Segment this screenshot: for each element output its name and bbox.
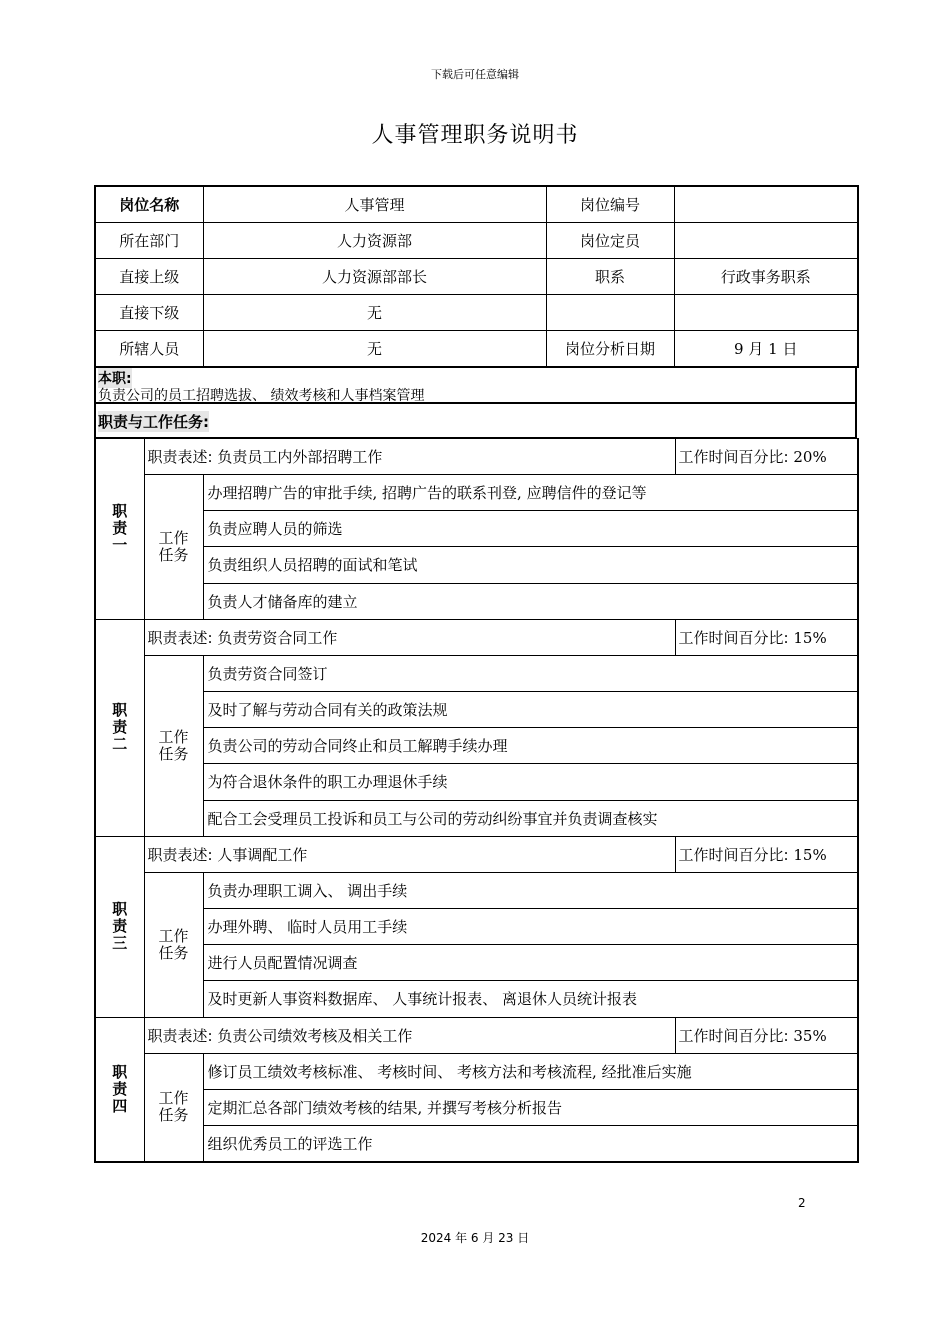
task-label — [144, 1053, 203, 1162]
duty-description — [144, 1017, 675, 1053]
task-item: 负责组织人员招聘的面试和笔试 — [203, 547, 858, 583]
task-item: 办理外聘、 临时人员用工手续 — [203, 908, 858, 944]
duty-time-percent — [675, 439, 858, 475]
task-item: 办理招聘广告的审批手续, 招聘广告的联系刊登, 应聘信件的登记等 — [203, 475, 858, 511]
task-label — [144, 872, 203, 1017]
task-item: 进行人员配置情况调查 — [203, 945, 858, 981]
duty-label — [95, 1017, 144, 1162]
subordinate-label: 直接下级 — [95, 295, 203, 331]
empty-cell — [546, 295, 674, 331]
percent-prefix: 工作时间百分比: — [678, 1026, 789, 1045]
description-text: 负责劳资合同工作 — [217, 628, 338, 647]
department-value: 人力资源部 — [203, 223, 546, 259]
analysis-date-value: 9 月 1 日 — [674, 331, 858, 368]
task-label-text: 工作任务 — [158, 727, 189, 763]
position-name-label: 岗位名称 — [95, 186, 203, 223]
duties-header-label: 职责与工作任务: — [98, 413, 209, 431]
job-family-label: 职系 — [546, 259, 674, 295]
description-prefix: 职责表述: — [147, 448, 213, 466]
percent-value: 20% — [793, 448, 827, 466]
duty-description — [144, 439, 675, 475]
duty-block — [94, 619, 859, 837]
task-item: 修订员工绩效考核标准、 考核时间、 考核方法和考核流程, 经批准后实施 — [203, 1053, 858, 1089]
task-item: 及时更新人事资料数据库、 人事统计报表、 离退休人员统计报表 — [203, 981, 858, 1017]
mission-label: 本职: — [98, 368, 132, 388]
superior-value: 人力资源部部长 — [203, 259, 546, 295]
job-family-value: 行政事务职系 — [674, 259, 858, 295]
description-prefix: 职责表述: — [147, 1026, 213, 1045]
headcount-label: 岗位定员 — [546, 223, 674, 259]
percent-value: 15% — [793, 845, 827, 864]
analysis-date-label: 岗位分析日期 — [546, 331, 674, 368]
info-row — [95, 331, 858, 368]
subordinate-value: 无 — [203, 295, 546, 331]
percent-value: 15% — [793, 628, 827, 647]
duty-label — [95, 439, 144, 620]
task-item: 配合工会受理员工投诉和员工与公司的劳动纠纷事宜并负责调查核实 — [203, 800, 858, 836]
task-item: 负责应聘人员的筛选 — [203, 511, 858, 547]
task-label-text: 工作任务 — [158, 1089, 189, 1125]
duty-label-text: 职责一 — [112, 502, 128, 555]
description-text: 负责公司绩效考核及相关工作 — [217, 1026, 413, 1045]
managed-value: 无 — [203, 331, 546, 368]
task-item: 负责办理职工调入、 调出手续 — [203, 872, 858, 908]
task-item: 负责劳资合同签订 — [203, 655, 858, 691]
duty-label-text: 职责四 — [112, 1062, 128, 1115]
managed-label: 所辖人员 — [95, 331, 203, 368]
duty-time-percent — [675, 619, 858, 655]
duty-label-text: 职责二 — [112, 701, 128, 754]
percent-value: 35% — [793, 1026, 827, 1045]
info-row — [95, 295, 858, 331]
headcount-value — [674, 223, 858, 259]
duty-block — [94, 836, 859, 1018]
task-label — [144, 475, 203, 620]
duty-label-text: 职责三 — [112, 900, 128, 953]
duties-header — [94, 403, 857, 438]
info-row — [95, 223, 858, 259]
task-item: 为符合退休条件的职工办理退休手续 — [203, 764, 858, 800]
duty-time-percent — [675, 1017, 858, 1053]
description-text: 负责员工内外部招聘工作 — [217, 448, 383, 466]
document-title: 人事管理职务说明书 — [371, 123, 579, 148]
percent-prefix: 工作时间百分比: — [678, 845, 789, 864]
position-info-table — [94, 185, 859, 368]
duty-label — [95, 836, 144, 1017]
department-label: 所在部门 — [95, 223, 203, 259]
info-row — [95, 186, 858, 223]
task-label — [144, 655, 203, 836]
task-label-text: 工作任务 — [158, 528, 189, 564]
task-item: 组织优秀员工的评选工作 — [203, 1125, 858, 1161]
task-item: 定期汇总各部门绩效考核的结果, 并撰写考核分析报告 — [203, 1089, 858, 1125]
task-item: 及时了解与劳动合同有关的政策法规 — [203, 691, 858, 727]
position-code-value — [674, 186, 858, 223]
superior-label: 直接上级 — [95, 259, 203, 295]
duty-block — [94, 1017, 859, 1163]
page-number: 2 — [798, 1196, 806, 1210]
position-name-value: 人事管理 — [203, 186, 546, 223]
header-note: 下载后可任意编辑 — [431, 68, 519, 81]
info-row — [95, 259, 858, 295]
description-text: 人事调配工作 — [217, 845, 308, 864]
description-prefix: 职责表述: — [147, 628, 213, 647]
duty-time-percent — [675, 836, 858, 872]
task-item: 负责人才储备库的建立 — [203, 583, 858, 619]
position-code-label: 岗位编号 — [546, 186, 674, 223]
percent-prefix: 工作时间百分比: — [678, 448, 789, 466]
description-prefix: 职责表述: — [147, 845, 213, 864]
percent-prefix: 工作时间百分比: — [678, 628, 789, 647]
duty-block — [94, 438, 859, 620]
duty-label — [95, 619, 144, 836]
task-label-text: 工作任务 — [158, 926, 189, 962]
duty-description — [144, 619, 675, 655]
mission-section — [94, 366, 857, 404]
duty-description — [144, 836, 675, 872]
footer-date: 2024 年 6 月 23 日 — [420, 1231, 530, 1245]
mission-text: 负责公司的员工招聘选拔、 绩效考核和人事档案管理 — [98, 388, 425, 404]
task-item: 负责公司的劳动合同终止和员工解聘手续办理 — [203, 728, 858, 764]
empty-cell — [674, 295, 858, 331]
